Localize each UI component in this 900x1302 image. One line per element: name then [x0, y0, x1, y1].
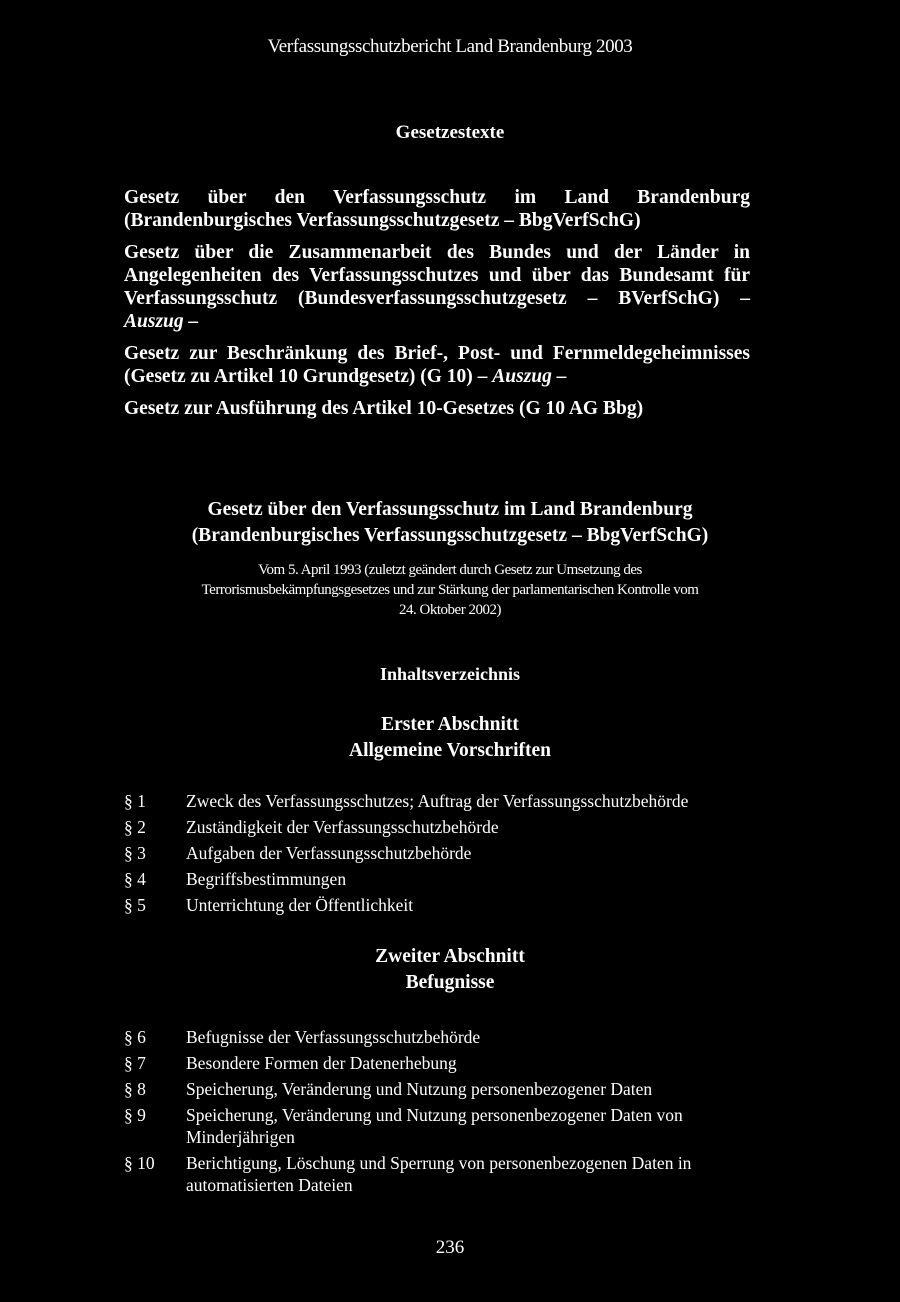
- paragraph-entry: [124, 816, 764, 838]
- section-heading-title: Befugnisse: [405, 972, 495, 993]
- paragraph-number: § 10: [124, 1153, 155, 1173]
- paragraph-title: Zweck des Verfassungsschutzes; Auftrag der Verfassungsschutzbehörde: [186, 791, 689, 811]
- paragraph-title: Besondere Formen der Datenerhebung: [186, 1053, 457, 1073]
- paragraph-entry: [124, 842, 764, 864]
- law-list-item-excerpt-note: Auszug –: [492, 366, 567, 387]
- paragraph-title: Speicherung, Veränderung und Nutzung personenbezogener Daten: [186, 1079, 653, 1099]
- law-title-line: (Brandenburgisches Verfassungsschutzgesetz – BbgVerfSchG): [191, 525, 709, 546]
- paragraph-title: Zuständigkeit der Verfassungsschutzbehörde: [186, 817, 499, 837]
- section-heading: [0, 712, 900, 764]
- law-title-line: Gesetz über den Verfassungsschutz im Land Brandenburg: [207, 499, 693, 520]
- paragraph-title: Befugnisse der Verfassungsschutzbehörde: [186, 1027, 481, 1047]
- law-list-item: [124, 186, 750, 232]
- paragraph-entry: [124, 1152, 764, 1196]
- table-of-contents-heading: Inhaltsverzeichnis: [379, 664, 520, 684]
- paragraph-list: [124, 1026, 764, 1200]
- paragraph-list: [124, 790, 764, 920]
- paragraph-entry: [124, 894, 764, 916]
- paragraph-entry: [124, 790, 764, 812]
- paragraph-title: Berichtigung, Löschung und Sperrung von personenbezogenen Daten in automatisierten Dateien: [186, 1153, 692, 1195]
- paragraph-number: § 7: [124, 1053, 146, 1073]
- law-date-line: Vom 5. April 1993 (zuletzt geändert durch Gesetz zur Umsetzung des: [258, 562, 642, 578]
- paragraph-number: § 6: [124, 1027, 146, 1047]
- page-number: 236: [435, 1237, 465, 1258]
- paragraph-title: Speicherung, Veränderung und Nutzung personenbezogener Daten von Minderjährigen: [186, 1105, 683, 1147]
- law-date: [115, 560, 785, 620]
- paragraph-entry: [124, 1052, 764, 1074]
- law-list-item-excerpt-note: Auszug –: [124, 311, 199, 332]
- paragraph-number: § 2: [124, 817, 146, 837]
- law-list-item-text: Gesetz zur Beschränkung des Brief-, Post- und Fernmeldegeheimnisses (Gesetz zu Artikel 10 Grundgesetz) (G 10) –: [124, 343, 750, 387]
- paragraph-title: Begriffsbestimmungen: [186, 869, 347, 889]
- section-heading: [0, 944, 900, 996]
- paragraph-number: § 9: [124, 1105, 146, 1125]
- paragraph-number: § 8: [124, 1079, 146, 1099]
- law-list-item: [124, 342, 750, 388]
- law-list-item: [124, 241, 750, 333]
- paragraph-entry: [124, 1026, 764, 1048]
- law-list-item: [124, 397, 750, 420]
- paragraph-entry: [124, 868, 764, 890]
- running-header: Verfassungsschutzbericht Land Brandenburg 2003: [267, 36, 633, 57]
- section-heading-number: Erster Abschnitt: [381, 714, 519, 735]
- law-date-line: Terrorismusbekämpfungsgesetzes und zur Stärkung der parlamentarischen Kontrolle vom: [201, 582, 699, 598]
- paragraph-number: § 5: [124, 895, 146, 915]
- section-heading-title: Allgemeine Vorschriften: [348, 740, 551, 761]
- law-list-item-text: Gesetz über die Zusammenarbeit des Bundes und der Länder in Angelegenheiten des Verfassungsschutzes und über das Bundesamt für Verfassungsschutz (Bundesverfassungsschutzgesetz – BVerfSchG) –: [124, 242, 750, 309]
- paragraph-entry: [124, 1104, 764, 1148]
- paragraph-title: Unterrichtung der Öffentlichkeit: [186, 895, 414, 915]
- law-title: [0, 497, 900, 549]
- section-title: Gesetzestexte: [395, 122, 505, 143]
- law-date-line: 24. Oktober 2002): [399, 602, 501, 618]
- law-list: [124, 186, 750, 429]
- paragraph-entry: [124, 1078, 764, 1100]
- paragraph-number: § 4: [124, 869, 146, 889]
- section-heading-number: Zweiter Abschnitt: [375, 946, 525, 967]
- paragraph-title: Aufgaben der Verfassungsschutzbehörde: [186, 843, 472, 863]
- law-list-item-text: Gesetz über den Verfassungsschutz im Land Brandenburg (Brandenburgisches Verfassungsschutzgesetz – BbgVerfSchG): [124, 187, 750, 231]
- law-list-item-text: Gesetz zur Ausführung des Artikel 10-Gesetzes (G 10 AG Bbg): [124, 398, 644, 419]
- paragraph-number: § 3: [124, 843, 146, 863]
- paragraph-number: § 1: [124, 791, 146, 811]
